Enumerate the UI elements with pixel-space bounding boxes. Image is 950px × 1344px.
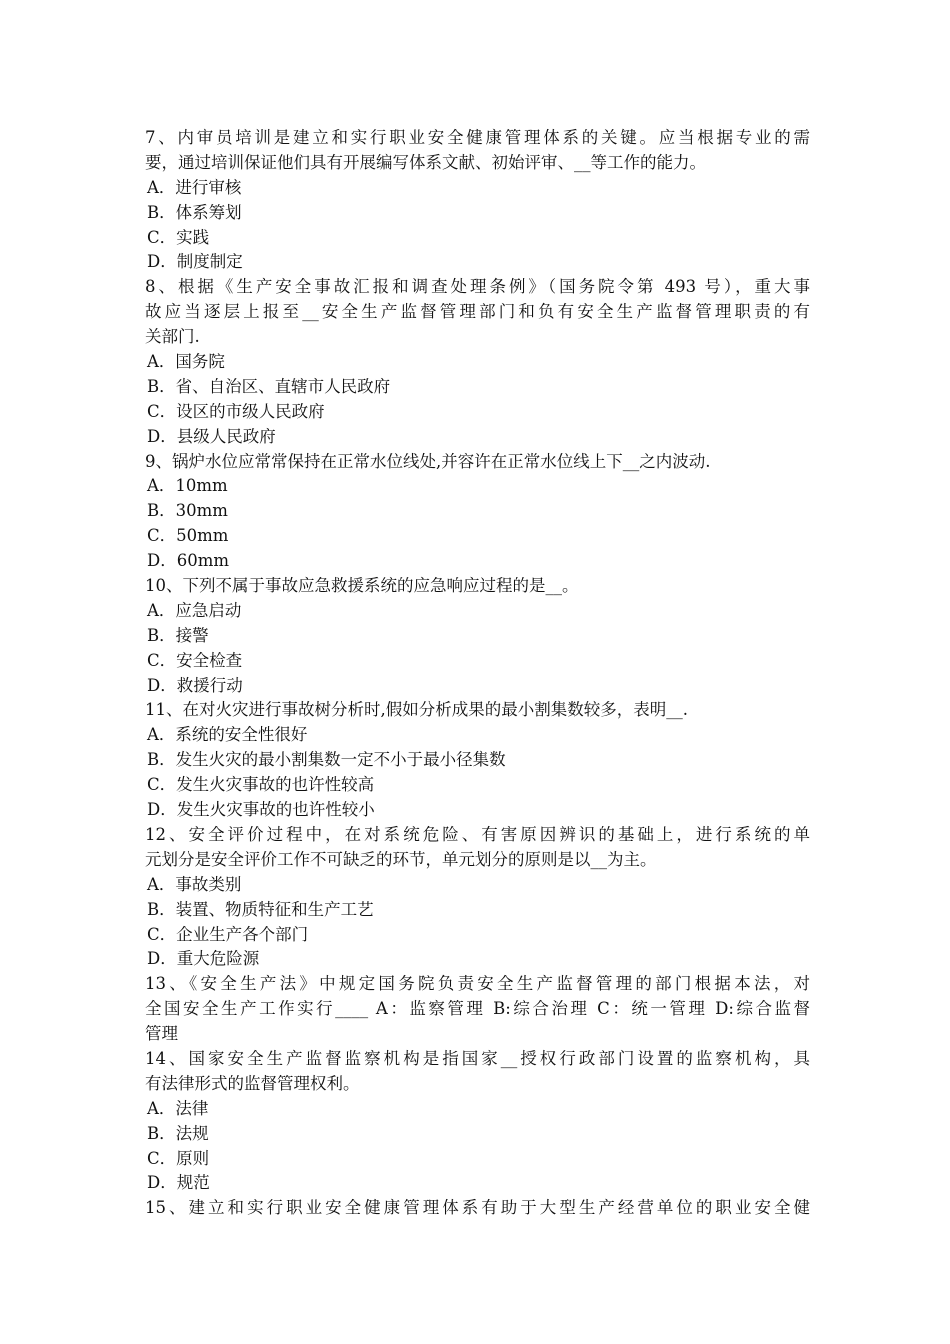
answer-option: D．发生火灾事故的也许性较小 (147, 800, 375, 820)
answer-option: D．制度制定 (147, 252, 243, 272)
question-text-line: 13、《安全生产法》中规定国务院负责安全生产监督管理的部门根据本法，对 (145, 974, 810, 994)
answer-option: B．30mm (147, 501, 228, 521)
document-page (145, 126, 810, 1221)
answer-option: A．法律 (147, 1098, 209, 1118)
answer-option: D．60mm (147, 551, 230, 571)
question-text-line: 全国安全生产工作实行____ A：监察管理 B:综合治理 C：统一管理 D:综合监督 (145, 999, 810, 1019)
question-text-line: 14、国家安全生产监督监察机构是指国家__授权行政部门设置的监察机构，具 (145, 1048, 810, 1068)
question-text-line: 要，通过培训保证他们具有开展编写体系文献、初始评审、__等工作的能力。 (145, 152, 706, 172)
question-text-line: 故应当逐层上报至__安全生产监督管理部门和负有安全生产监督管理职责的有 (145, 302, 810, 322)
question-text-line: 8、根据《生产安全事故汇报和调查处理条例》（国务院令第 493 号），重大事 (145, 277, 810, 297)
answer-option: B．法规 (147, 1123, 209, 1143)
answer-option: A．系统的安全性很好 (147, 725, 308, 745)
question-text-line: 11、在对火灾进行事故树分析时,假如分析成果的最小割集数较多，表明__. (145, 700, 688, 720)
answer-option: C．50mm (147, 526, 229, 546)
answer-option: C．安全检查 (147, 650, 243, 670)
question-text-line: 管理 (145, 1024, 178, 1044)
question-text-line: 15、建立和实行职业安全健康管理体系有助于大型生产经营单位的职业安全健 (145, 1198, 810, 1218)
answer-option: A．国务院 (147, 352, 225, 372)
answer-option: A．应急启动 (147, 600, 242, 620)
answer-option: A．事故类别 (147, 874, 242, 894)
answer-option: D．重大危险源 (147, 949, 260, 969)
answer-option: C．企业生产各个部门 (147, 924, 309, 944)
answer-option: B．装置、物质特征和生产工艺 (147, 899, 374, 919)
answer-option: D．规范 (147, 1173, 210, 1193)
question-text-line: 元划分是安全评价工作不可缺乏的环节，单元划分的原则是以__为主。 (145, 849, 657, 869)
answer-option: C．实践 (147, 227, 210, 247)
answer-option: D．救援行动 (147, 675, 243, 695)
answer-option: B．接警 (147, 625, 209, 645)
answer-option: C．设区的市级人民政府 (147, 401, 325, 421)
question-text-line: 10、下列不属于事故应急救援系统的应急响应过程的是__。 (145, 576, 579, 596)
answer-option: A．10mm (147, 476, 228, 496)
question-text-line: 有法律形式的监督管理权利。 (145, 1073, 360, 1093)
question-text-line: 12、安全评价过程中，在对系统危险、有害原因辨识的基础上，进行系统的单 (145, 824, 810, 844)
answer-option: B．发生火灾的最小割集数一定不小于最小径集数 (147, 750, 506, 770)
answer-option: A．进行审核 (147, 177, 242, 197)
answer-option: C．发生火灾事故的也许性较高 (147, 775, 375, 795)
question-text-line: 关部门. (145, 327, 200, 347)
answer-option: C．原则 (147, 1148, 210, 1168)
answer-option: D．县级人民政府 (147, 426, 276, 446)
answer-option: B．省、自治区、直辖市人民政府 (147, 376, 391, 396)
answer-option: B．体系筹划 (147, 202, 242, 222)
question-text-line: 7、内审员培训是建立和实行职业安全健康管理体系的关键。应当根据专业的需 (145, 128, 810, 147)
question-text-line: 9、锅炉水位应常常保持在正常水位线处,并容许在正常水位线上下__之内波动. (145, 451, 711, 471)
